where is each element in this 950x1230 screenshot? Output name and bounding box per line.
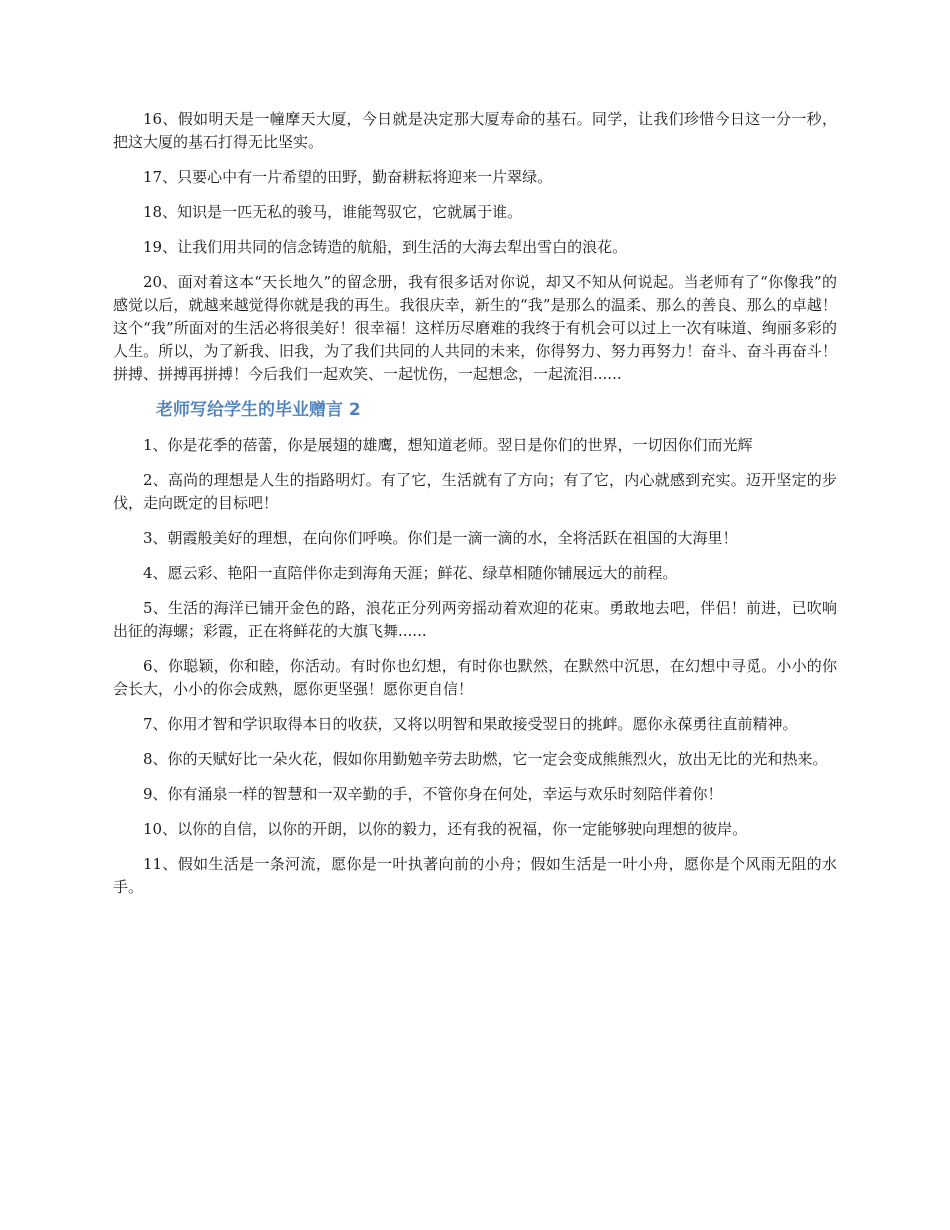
paragraph-10: 10、以你的自信，以你的开朗，以你的毅力，还有我的祝福，你一定能够驶向理想的彼岸。 xyxy=(143,820,748,838)
paragraph-4: 4、愿云彩、艳阳一直陪伴你走到海角天涯；鲜花、绿草相随你铺展远大的前程。 xyxy=(143,564,678,582)
paragraph-9: 9、你有涌泉一样的智慧和一双辛勤的手，不管你身在何处，幸运与欢乐时刻陪伴着你！ xyxy=(143,785,723,803)
paragraph-8: 8、你的天赋好比一朵火花，假如你用勤勉辛劳去助燃，它一定会变成熊熊烈火，放出无比的光和热来。 xyxy=(143,750,828,768)
paragraph-6: 6、你聪颖，你和睦，你活动。有时你也幻想，有时你也默然，在默然中沉思，在幻想中寻觅。小小的你会长大，小小的你会成熟，愿你更坚强！愿你更自信！ xyxy=(113,657,837,698)
paragraph-7: 7、你用才智和学识取得本日的收获，又将以明智和果敢接受翌日的挑衅。愿你永葆勇往直前精神。 xyxy=(143,715,798,733)
paragraph-17: 17、只要心中有一片希望的田野，勤奋耕耘将迎来一片翠绿。 xyxy=(143,168,553,186)
section-heading: 老师写给学生的毕业赠言 2 xyxy=(156,400,361,420)
paragraph-5: 5、生活的海洋已铺开金色的路，浪花正分列两旁摇动着欢迎的花束。勇敢地去吧，伴侣！前进，已吹响出征的海螺；彩霞，正在将鲜花的大旗飞舞...... xyxy=(113,599,837,640)
paragraph-19: 19、让我们用共同的信念铸造的航船，到生活的大海去犁出雪白的浪花。 xyxy=(143,238,628,256)
document-page xyxy=(113,108,837,911)
paragraph-20: 20、面对着这本“天长地久”的留念册，我有很多话对你说，却又不知从何说起。当老师有了“你像我”的感觉以后，就越来越觉得你就是我的再生。我很庆幸，新生的“我”是那么的温柔、那么的善良、那么的卓越！这个“我”所面对的生活必将很美好！很幸福！这样历尽磨难的我终于有机会可以过上一次有味道、绚丽多彩的人生。所以，为了新我、旧我，为了我们共同的人共同的未来，你得努力、努力再努力！奋斗、奋斗再奋斗！拼搏、拼搏再拼搏！今后我们一起欢笑、一起忧伤，一起想念，一起流泪...... xyxy=(113,273,837,383)
paragraph-11: 11、假如生活是一条河流，愿你是一叶执著向前的小舟；假如生活是一叶小舟，愿你是个风雨无阻的水手。 xyxy=(113,855,837,896)
paragraph-2: 2、高尚的理想是人生的指路明灯。有了它，生活就有了方向；有了它，内心就感到充实。迈开坚定的步伐，走向既定的目标吧！ xyxy=(113,471,837,512)
paragraph-3: 3、朝霞般美好的理想，在向你们呼唤。你们是一滴一滴的水，全将活跃在祖国的大海里！ xyxy=(143,529,738,547)
paragraph-18: 18、知识是一匹无私的骏马，谁能驾驭它，它就属于谁。 xyxy=(143,203,523,221)
paragraph-16: 16、假如明天是一幢摩天大厦，今日就是决定那大厦寿命的基石。同学，让我们珍惜今日这一分一秒，把这大厦的基石打得无比坚实。 xyxy=(113,110,837,151)
paragraph-1: 1、你是花季的蓓蕾，你是展翅的雄鹰，想知道老师。翌日是你们的世界，一切因你们而光辉 xyxy=(143,436,753,454)
